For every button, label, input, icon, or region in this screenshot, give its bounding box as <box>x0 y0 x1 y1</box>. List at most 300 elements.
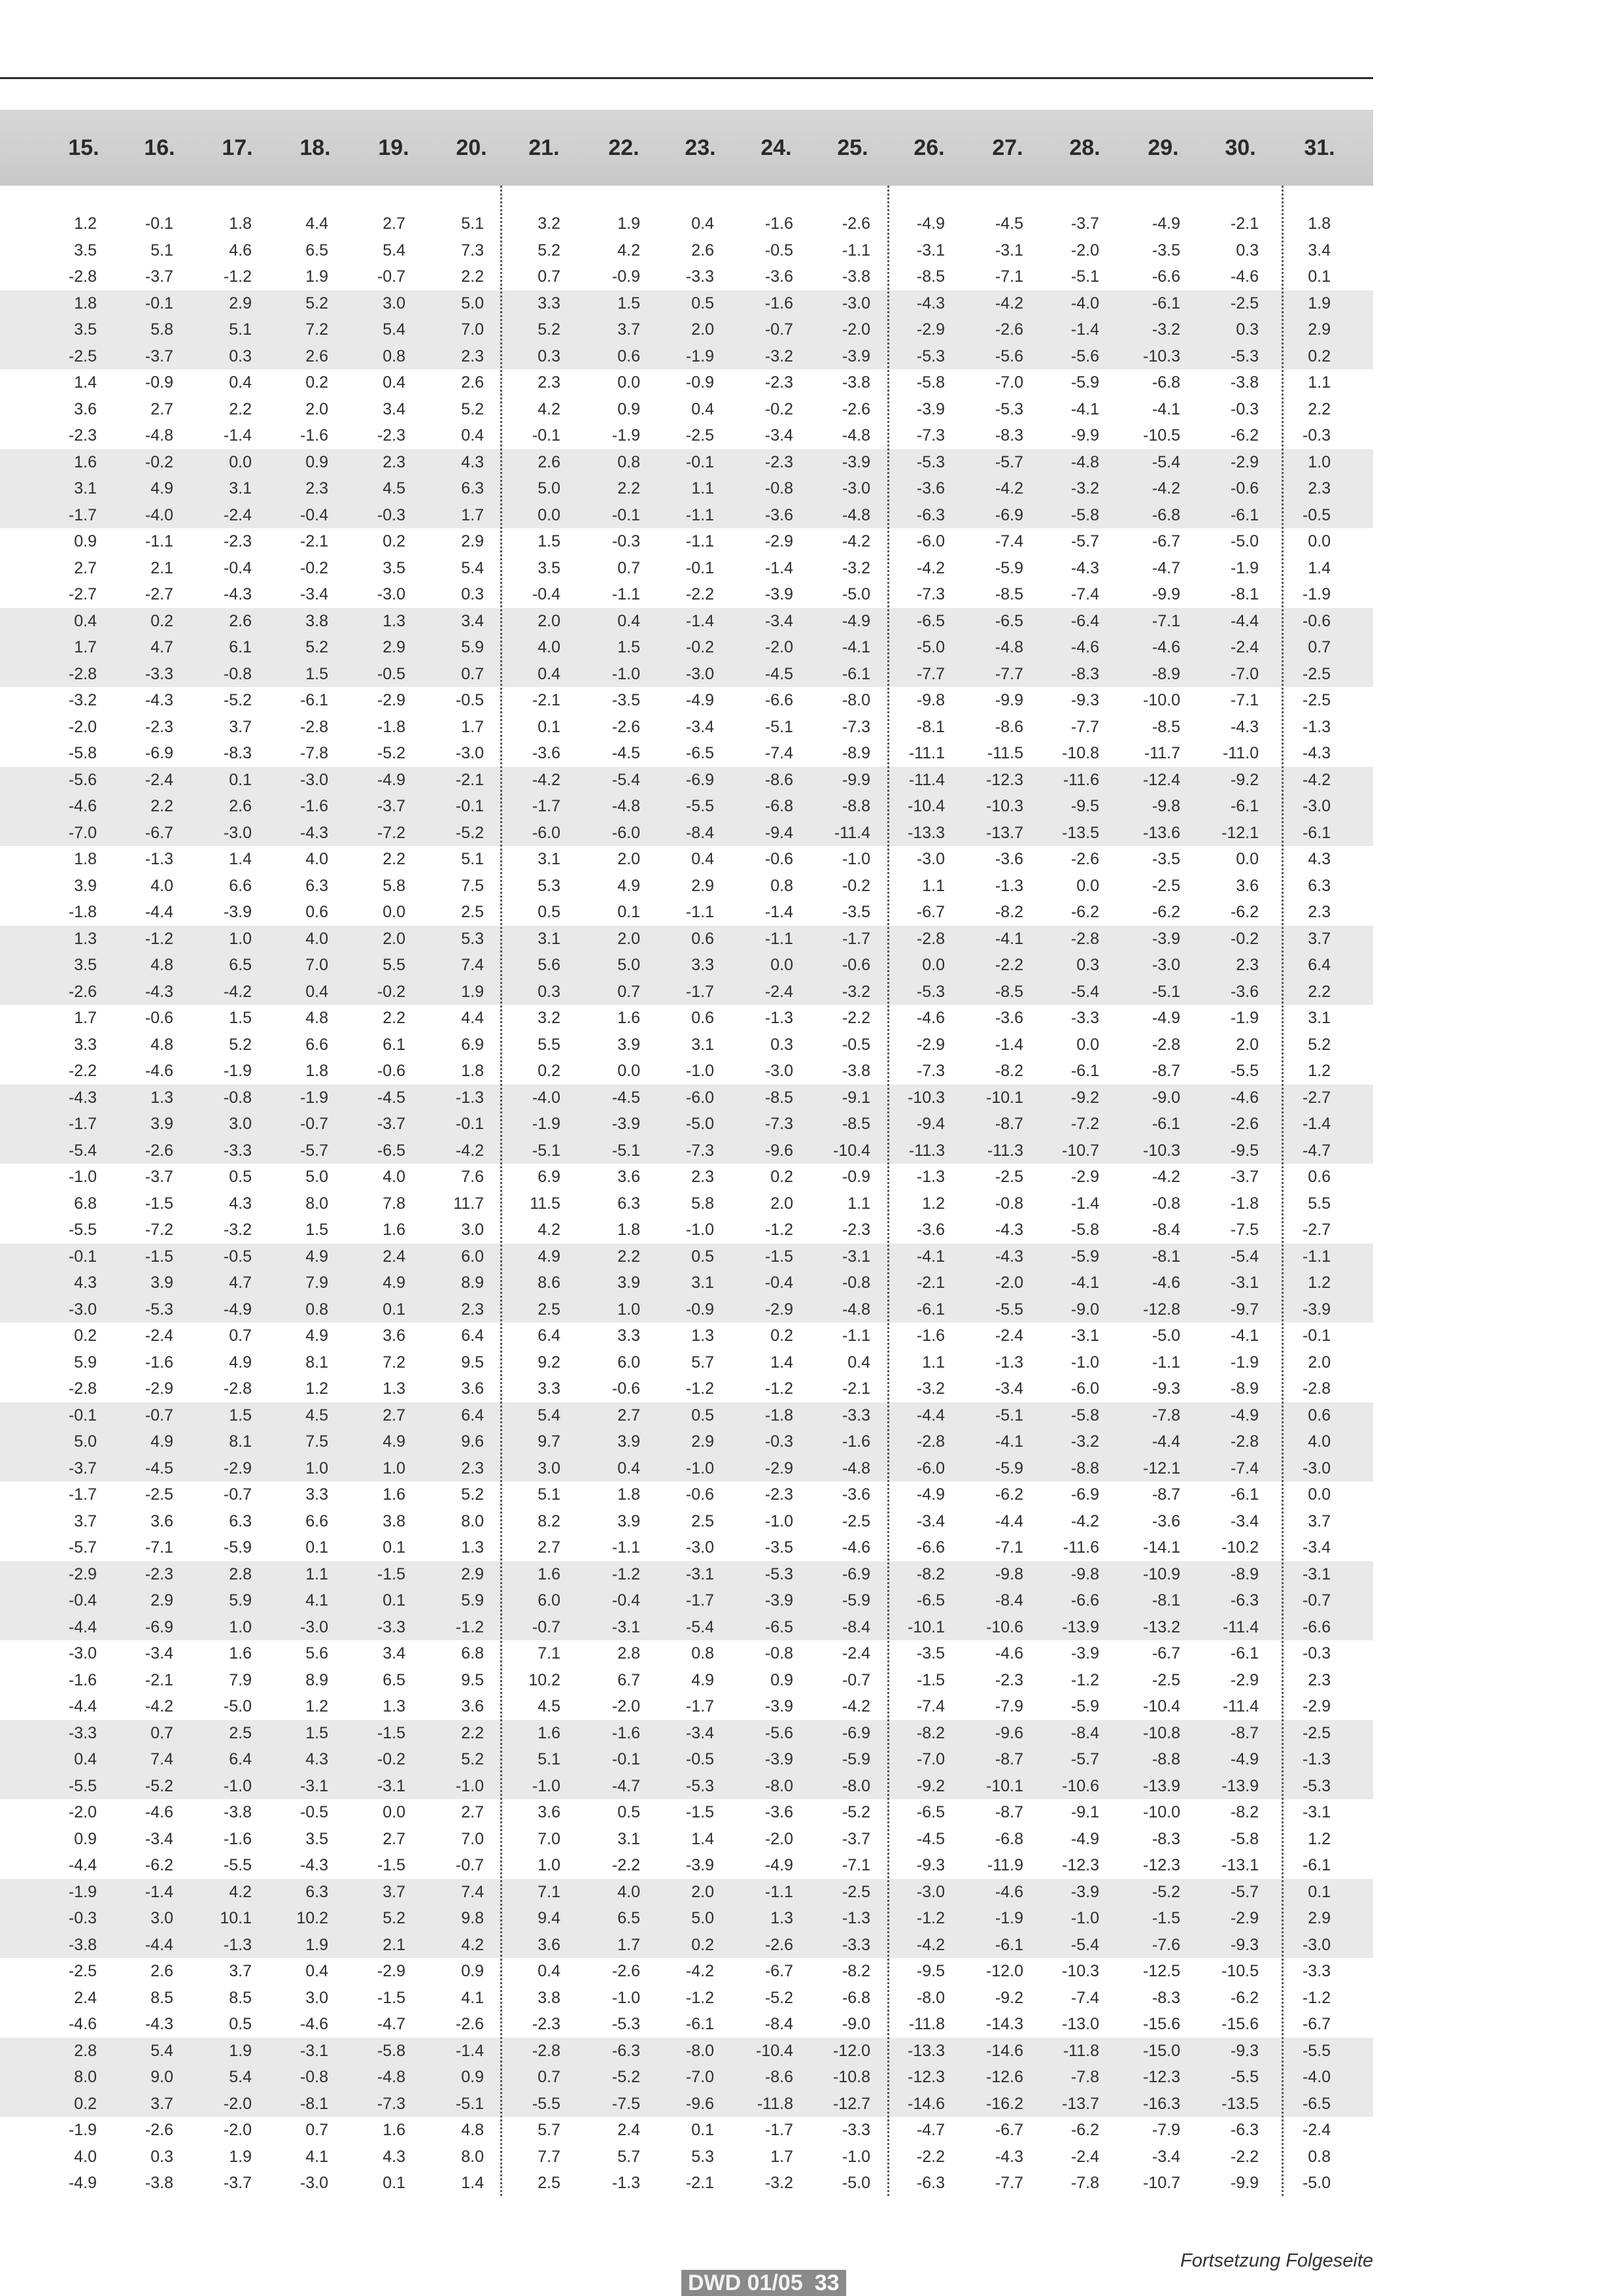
table-cell: 1.8 <box>229 214 252 233</box>
table-cell: 2.2 <box>617 1247 640 1266</box>
table-cell: -5.5 <box>995 1300 1023 1319</box>
table-cell: -3.9 <box>764 585 793 603</box>
table-cell: 5.1 <box>229 320 252 339</box>
table-cell: 3.7 <box>150 2094 173 2113</box>
table-cell: -5.9 <box>1070 1697 1099 1715</box>
table-cell: 6.6 <box>305 1035 328 1054</box>
table-cell: -1.4 <box>1070 320 1099 339</box>
table-cell: 2.2 <box>461 1723 484 1742</box>
table-cell: 4.9 <box>305 1247 328 1266</box>
table-cell: -5.9 <box>1070 373 1099 392</box>
table-cell: -9.8 <box>1152 797 1180 815</box>
table-cell: 6.6 <box>229 876 252 895</box>
table-cell: -0.8 <box>223 664 252 683</box>
table-cell: 1.8 <box>461 1062 484 1080</box>
table-row <box>0 1428 1373 1455</box>
table-cell: -6.1 <box>916 1300 945 1319</box>
table-row <box>0 1985 1373 2012</box>
table-cell: 5.0 <box>74 1432 97 1451</box>
table-cell: 2.6 <box>229 611 252 630</box>
table-cell: 0.4 <box>691 850 714 868</box>
table-cell: -0.1 <box>685 558 714 577</box>
table-cell: -2.9 <box>764 1300 793 1319</box>
table-cell: 1.4 <box>1308 558 1331 577</box>
table-cell: 5.3 <box>461 929 484 948</box>
table-cell: -3.2 <box>916 1379 945 1398</box>
table-cell: 2.7 <box>383 214 405 233</box>
table-cell: -0.5 <box>223 1247 252 1266</box>
table-cell: -7.5 <box>1230 1221 1259 1239</box>
table-cell: 0.7 <box>461 664 484 683</box>
table-cell: -0.6 <box>1302 611 1331 630</box>
table-row <box>0 1773 1373 1800</box>
table-cell: -1.3 <box>1302 717 1331 736</box>
table-cell: -0.7 <box>377 267 405 286</box>
table-cell: -2.6 <box>1230 1115 1259 1133</box>
table-cell: 0.9 <box>74 532 97 550</box>
table-cell: 0.4 <box>617 611 640 630</box>
table-cell: 0.7 <box>538 267 560 286</box>
table-cell: 5.0 <box>461 294 484 312</box>
table-cell: -0.9 <box>685 373 714 392</box>
table-cell: -2.2 <box>685 585 714 603</box>
table-cell: -4.2 <box>916 1935 945 1954</box>
table-cell: -6.0 <box>532 823 560 842</box>
table-cell: -1.0 <box>611 664 640 683</box>
table-cell: 0.0 <box>1076 1035 1099 1054</box>
table-cell: -6.5 <box>1302 2094 1331 2113</box>
table-cell: 5.4 <box>383 320 405 339</box>
table-cell: -7.1 <box>995 1538 1023 1557</box>
table-cell: 3.1 <box>229 479 252 498</box>
table-cell: -9.9 <box>1070 426 1099 445</box>
table-cell: 0.2 <box>691 1935 714 1954</box>
table-cell: 0.1 <box>1308 1882 1331 1901</box>
table-cell: 3.7 <box>1308 929 1331 948</box>
table-row <box>0 1243 1373 1270</box>
table-cell: 1.1 <box>922 1353 945 1372</box>
table-cell: -0.7 <box>145 1406 173 1425</box>
table-cell: -3.0 <box>299 770 328 789</box>
table-cell: -0.7 <box>842 1670 870 1689</box>
table-cell: 8.0 <box>461 1511 484 1530</box>
table-cell: -1.1 <box>1302 1247 1331 1266</box>
table-cell: 5.4 <box>229 2068 252 2086</box>
table-cell: -6.5 <box>916 1591 945 1610</box>
table-cell: -13.9 <box>1143 1776 1180 1795</box>
table-cell: 0.1 <box>229 770 252 789</box>
table-cell: -3.4 <box>995 1379 1023 1398</box>
table-cell: -2.3 <box>377 426 405 445</box>
table-row <box>0 2038 1373 2065</box>
table-cell: -13.2 <box>1143 1617 1180 1636</box>
table-cell: -9.3 <box>1230 1935 1259 1954</box>
table-cell: -3.0 <box>916 1882 945 1901</box>
table-cell: -6.8 <box>1152 505 1180 524</box>
table-cell: -4.7 <box>377 2015 405 2033</box>
table-cell: -0.8 <box>842 1274 870 1292</box>
table-cell: -4.1 <box>916 1247 945 1266</box>
table-cell: -3.6 <box>764 1803 793 1821</box>
table-cell: 1.3 <box>770 1909 793 1927</box>
table-cell: -5.5 <box>685 797 714 815</box>
table-cell: 6.3 <box>305 876 328 895</box>
table-cell: 3.9 <box>74 876 97 895</box>
table-cell: 4.9 <box>538 1247 560 1266</box>
table-row <box>0 422 1373 449</box>
table-cell: -6.1 <box>1302 1856 1331 1874</box>
table-cell: -4.3 <box>299 823 328 842</box>
table-cell: -3.9 <box>1070 1644 1099 1663</box>
table-cell: -3.3 <box>842 1935 870 1954</box>
table-cell: -4.9 <box>1230 1406 1259 1425</box>
table-cell: -3.4 <box>1230 1511 1259 1530</box>
table-cell: -0.1 <box>685 452 714 471</box>
table-cell: 4.5 <box>305 1406 328 1425</box>
table-cell: 2.0 <box>1236 1035 1259 1054</box>
table-cell: -5.1 <box>1070 267 1099 286</box>
table-cell: 5.4 <box>538 1406 560 1425</box>
table-cell: 6.4 <box>461 1406 484 1425</box>
table-cell: -7.9 <box>995 1697 1023 1715</box>
table-cell: -4.8 <box>145 426 173 445</box>
table-cell: 2.2 <box>383 1009 405 1027</box>
table-cell: -1.2 <box>764 1221 793 1239</box>
table-row <box>0 820 1373 847</box>
table-cell: 6.4 <box>229 1750 252 1768</box>
table-cell: -2.9 <box>377 1962 405 1980</box>
table-cell: -6.2 <box>1070 903 1099 921</box>
column-header: 16. <box>144 135 175 160</box>
table-cell: -7.0 <box>916 1750 945 1768</box>
table-cell: 2.3 <box>1236 956 1259 974</box>
table-cell: -2.0 <box>764 638 793 656</box>
table-cell: -0.2 <box>764 399 793 418</box>
table-cell: 2.3 <box>461 1300 484 1319</box>
table-cell: -4.8 <box>377 2068 405 2086</box>
table-cell: 9.2 <box>538 1353 560 1372</box>
table-cell: 0.4 <box>691 214 714 233</box>
table-cell: 2.0 <box>691 1882 714 1901</box>
table-cell: -2.4 <box>1230 638 1259 656</box>
table-cell: -3.5 <box>1152 241 1180 260</box>
table-cell: -4.0 <box>1070 294 1099 312</box>
table-cell: -5.9 <box>1070 1247 1099 1266</box>
table-cell: 4.3 <box>74 1274 97 1292</box>
table-cell: 2.0 <box>1308 1353 1331 1372</box>
table-cell: 1.8 <box>74 850 97 868</box>
table-cell: -5.2 <box>764 1988 793 2007</box>
table-cell: -10.0 <box>1143 1803 1180 1821</box>
column-header: 30. <box>1225 135 1256 160</box>
table-cell: 8.2 <box>538 1511 560 1530</box>
table-cell: -9.5 <box>1230 1141 1259 1160</box>
table-cell: -5.4 <box>68 1141 97 1160</box>
table-cell: -7.2 <box>1070 1115 1099 1133</box>
table-cell: 6.3 <box>461 479 484 498</box>
table-cell: 5.7 <box>538 2121 560 2139</box>
table-cell: 4.8 <box>150 956 173 974</box>
table-cell: 1.2 <box>1308 1062 1331 1080</box>
table-cell: -4.2 <box>1152 479 1180 498</box>
column-header: 25. <box>837 135 868 160</box>
table-cell: -3.0 <box>764 1062 793 1080</box>
table-cell: -2.4 <box>842 1644 870 1663</box>
table-cell: -6.3 <box>1230 1591 1259 1610</box>
table-cell: 4.9 <box>691 1670 714 1689</box>
table-cell: -9.6 <box>995 1723 1023 1742</box>
column-header: 28. <box>1069 135 1101 160</box>
table-cell: -2.8 <box>532 2041 560 2060</box>
table-cell: 5.2 <box>461 1750 484 1768</box>
table-cell: -2.8 <box>299 717 328 736</box>
table-cell: 5.7 <box>617 2147 640 2166</box>
table-cell: -5.9 <box>995 1459 1023 1477</box>
table-cell: -8.0 <box>842 1776 870 1795</box>
table-cell: 3.1 <box>691 1035 714 1054</box>
table-cell: -3.2 <box>764 2174 793 2192</box>
table-cell: -4.4 <box>145 1935 173 1954</box>
table-cell: 4.4 <box>461 1009 484 1027</box>
table-cell: -5.0 <box>842 2174 870 2192</box>
table-cell: -8.1 <box>299 2094 328 2113</box>
table-cell: -3.0 <box>1152 956 1180 974</box>
table-cell: -3.0 <box>68 1644 97 1663</box>
table-cell: -2.5 <box>1152 1670 1180 1689</box>
table-cell: 7.0 <box>305 956 328 974</box>
table-row <box>0 979 1373 1005</box>
table-cell: 2.2 <box>1308 399 1331 418</box>
table-cell: -6.1 <box>685 2015 714 2033</box>
table-cell: -2.9 <box>764 532 793 550</box>
table-cell: -5.1 <box>1152 982 1180 1001</box>
table-cell: -4.8 <box>611 797 640 815</box>
table-cell: 0.8 <box>617 452 640 471</box>
table-cell: -1.4 <box>764 903 793 921</box>
table-cell: -10.7 <box>1143 2174 1180 2192</box>
table-cell: -8.3 <box>995 426 1023 445</box>
table-cell: -3.0 <box>685 664 714 683</box>
table-cell: 1.3 <box>691 1326 714 1345</box>
table-cell: -4.2 <box>685 1962 714 1980</box>
table-cell: 3.0 <box>305 1988 328 2007</box>
table-cell: 0.0 <box>1308 532 1331 550</box>
table-cell: 3.9 <box>150 1115 173 1133</box>
table-row <box>0 1058 1373 1085</box>
table-cell: 9.0 <box>150 2068 173 2086</box>
table-cell: -9.5 <box>916 1962 945 1980</box>
table-cell: -4.2 <box>455 1141 484 1160</box>
table-cell: -2.3 <box>995 1670 1023 1689</box>
table-cell: -10.6 <box>986 1617 1023 1636</box>
table-cell: -6.1 <box>1152 294 1180 312</box>
table-cell: 2.9 <box>1308 1909 1331 1927</box>
table-cell: 2.7 <box>74 558 97 577</box>
table-cell: -9.1 <box>842 1088 870 1107</box>
table-cell: -5.3 <box>685 1776 714 1795</box>
table-cell: -9.2 <box>916 1776 945 1795</box>
table-cell: -4.9 <box>916 214 945 233</box>
table-cell: -3.9 <box>611 1115 640 1133</box>
table-cell: 2.3 <box>383 452 405 471</box>
table-cell: -1.3 <box>764 1009 793 1027</box>
table-cell: -8.9 <box>842 744 870 762</box>
table-cell: -0.2 <box>299 558 328 577</box>
table-cell: -3.8 <box>1230 373 1259 392</box>
table-cell: -6.0 <box>916 532 945 550</box>
table-cell: -4.6 <box>1070 638 1099 656</box>
table-cell: 1.7 <box>74 638 97 656</box>
table-cell: -6.8 <box>764 797 793 815</box>
table-cell: 7.5 <box>305 1432 328 1451</box>
table-cell: -3.7 <box>377 1115 405 1133</box>
table-cell: 3.6 <box>461 1379 484 1398</box>
table-cell: 0.7 <box>617 558 640 577</box>
table-cell: -6.0 <box>611 823 640 842</box>
table-cell: -2.9 <box>223 1459 252 1477</box>
table-cell: -7.3 <box>916 426 945 445</box>
table-cell: -1.8 <box>377 717 405 736</box>
table-cell: -2.7 <box>1302 1088 1331 1107</box>
table-cell: -9.3 <box>1230 2041 1259 2060</box>
table-cell: 0.6 <box>691 929 714 948</box>
table-cell: -3.7 <box>68 1459 97 1477</box>
table-cell: -0.9 <box>842 1168 870 1186</box>
table-cell: -4.0 <box>532 1088 560 1107</box>
table-cell: -2.0 <box>223 2121 252 2139</box>
table-cell: -0.9 <box>611 267 640 286</box>
table-cell: -2.5 <box>685 426 714 445</box>
table-cell: -4.6 <box>1230 267 1259 286</box>
table-cell: -13.6 <box>1143 823 1180 842</box>
table-cell: -7.4 <box>1070 1988 1099 2007</box>
table-cell: 5.6 <box>538 956 560 974</box>
table-cell: -1.0 <box>532 1776 560 1795</box>
table-cell: -2.9 <box>145 1379 173 1398</box>
table-cell: -0.6 <box>145 1009 173 1027</box>
table-cell: -6.2 <box>1152 903 1180 921</box>
table-cell: -6.6 <box>1302 1617 1331 1636</box>
table-cell: 0.7 <box>150 1723 173 1742</box>
table-cell: 1.3 <box>383 1379 405 1398</box>
table-cell: -1.3 <box>611 2174 640 2192</box>
table-cell: -12.3 <box>1062 1856 1099 1874</box>
table-cell: -6.5 <box>377 1141 405 1160</box>
table-cell: -0.5 <box>764 241 793 260</box>
table-cell: -9.6 <box>764 1141 793 1160</box>
table-cell: -2.6 <box>842 214 870 233</box>
table-cell: -4.1 <box>995 1432 1023 1451</box>
table-cell: -4.9 <box>842 611 870 630</box>
table-cell: 2.0 <box>691 320 714 339</box>
table-cell: -8.4 <box>995 1591 1023 1610</box>
table-cell: -7.4 <box>916 1697 945 1715</box>
table-cell: 1.2 <box>305 1697 328 1715</box>
table-cell: -3.9 <box>1152 929 1180 948</box>
table-cell: 0.9 <box>461 1962 484 1980</box>
table-cell: -2.2 <box>995 956 1023 974</box>
table-cell: -11.4 <box>1222 1617 1259 1636</box>
table-cell: -3.8 <box>842 1062 870 1080</box>
table-cell: -6.2 <box>995 1485 1023 1504</box>
table-cell: 3.8 <box>383 1511 405 1530</box>
table-cell: 1.4 <box>229 850 252 868</box>
table-cell: 2.2 <box>617 479 640 498</box>
table-cell: 0.4 <box>538 664 560 683</box>
table-cell: 4.1 <box>305 2147 328 2166</box>
table-cell: -1.9 <box>223 1062 252 1080</box>
table-cell: -4.4 <box>1230 611 1259 630</box>
table-cell: -4.1 <box>995 929 1023 948</box>
table-cell: -2.7 <box>145 585 173 603</box>
table-cell: -4.1 <box>1152 399 1180 418</box>
table-cell: -6.7 <box>1152 1644 1180 1663</box>
table-cell: -3.3 <box>223 1141 252 1160</box>
table-cell: -12.3 <box>1143 1856 1180 1874</box>
table-cell: 5.6 <box>305 1644 328 1663</box>
table-cell: -0.3 <box>611 532 640 550</box>
table-cell: -1.3 <box>1302 1750 1331 1768</box>
table-cell: -4.9 <box>223 1300 252 1319</box>
table-cell: -0.8 <box>223 1088 252 1107</box>
table-cell: -3.3 <box>1070 1009 1099 1027</box>
table-cell: 2.2 <box>461 267 484 286</box>
table-cell: 2.5 <box>691 1511 714 1530</box>
table-cell: 0.7 <box>229 1326 252 1345</box>
table-cell: -1.4 <box>455 2041 484 2060</box>
table-cell: 2.6 <box>305 346 328 365</box>
table-cell: 5.0 <box>617 956 640 974</box>
table-cell: -1.8 <box>68 903 97 921</box>
table-cell: -4.5 <box>611 744 640 762</box>
table-cell: -3.9 <box>842 452 870 471</box>
week-separator-3 <box>1282 186 1284 2196</box>
table-cell: -3.4 <box>685 1723 714 1742</box>
table-cell: -8.5 <box>995 585 1023 603</box>
table-cell: -1.0 <box>842 2147 870 2166</box>
table-cell: -6.7 <box>995 2121 1023 2139</box>
table-cell: -5.9 <box>223 1538 252 1557</box>
table-cell: 1.0 <box>383 1459 405 1477</box>
table-cell: -6.0 <box>685 1088 714 1107</box>
table-cell: -7.7 <box>995 664 1023 683</box>
table-cell: -8.3 <box>223 744 252 762</box>
table-cell: -9.3 <box>1152 1379 1180 1398</box>
table-cell: 10.1 <box>220 1909 252 1927</box>
table-cell: -0.8 <box>764 479 793 498</box>
table-cell: -10.0 <box>1143 691 1180 709</box>
table-cell: 5.7 <box>691 1353 714 1372</box>
table-cell: -2.0 <box>995 1274 1023 1292</box>
table-cell: -1.0 <box>1070 1909 1099 1927</box>
table-cell: 1.2 <box>922 1194 945 1213</box>
table-cell: -1.9 <box>68 1882 97 1901</box>
table-cell: -4.2 <box>1152 1168 1180 1186</box>
table-cell: -1.4 <box>1070 1194 1099 1213</box>
table-cell: -2.2 <box>1230 2147 1259 2166</box>
table-cell: -3.8 <box>145 2174 173 2192</box>
table-cell: 0.1 <box>691 2121 714 2139</box>
table-row <box>0 290 1373 317</box>
table-cell: 1.6 <box>383 1221 405 1239</box>
table-cell: 5.2 <box>229 1035 252 1054</box>
table-cell: -9.8 <box>995 1564 1023 1583</box>
table-cell: -4.6 <box>1152 638 1180 656</box>
table-cell: -0.4 <box>223 558 252 577</box>
table-cell: -5.8 <box>1070 505 1099 524</box>
column-header: 22. <box>608 135 640 160</box>
table-cell: -1.0 <box>685 1221 714 1239</box>
